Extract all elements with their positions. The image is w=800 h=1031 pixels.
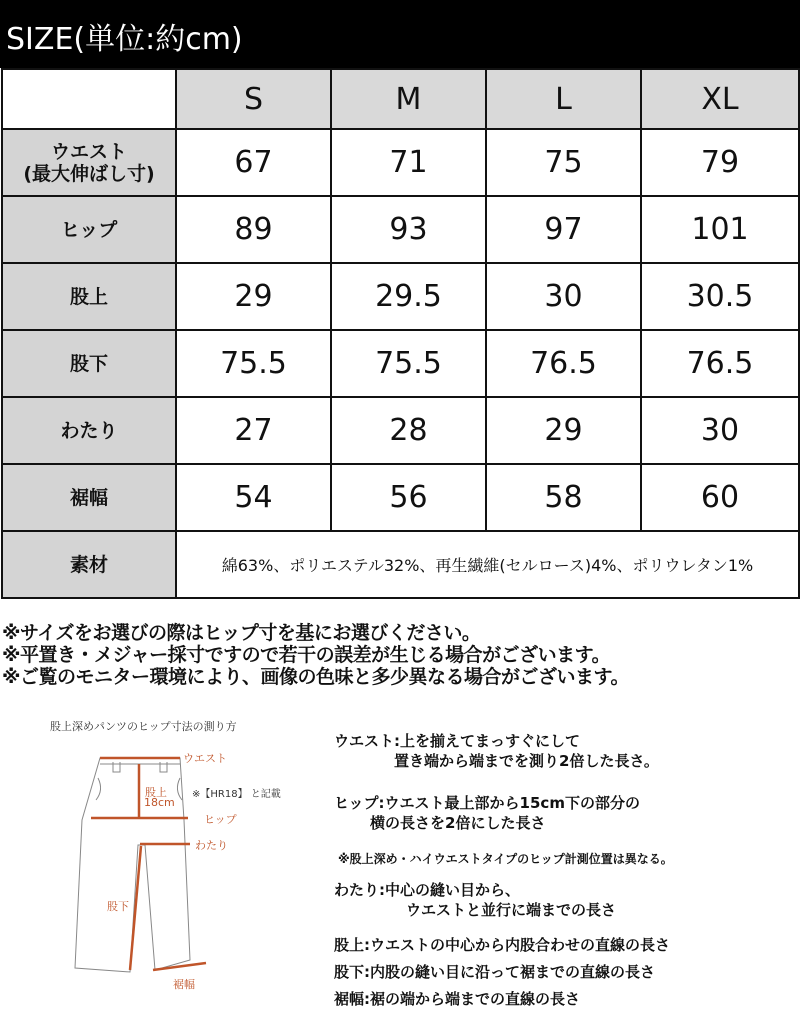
cell: 30	[486, 263, 641, 330]
row-label-thigh: わたり	[2, 397, 176, 464]
cell: 28	[331, 397, 486, 464]
size-header-s: S	[176, 69, 331, 129]
size-header-row	[2, 69, 799, 129]
pants-illustration-icon	[0, 700, 320, 1031]
cell: 75.5	[176, 330, 331, 397]
explanation-waist	[334, 731, 659, 771]
cell: 30.5	[641, 263, 799, 330]
diagram-label-rise: 股上	[145, 786, 167, 799]
cell: 29	[176, 263, 331, 330]
diagram-title: 股上深めパンツのヒップ寸法の測り方	[50, 720, 237, 733]
cell: 101	[641, 196, 799, 263]
row-sublabel-text: (最大伸ばし寸)	[23, 162, 155, 185]
table-row-hem	[2, 464, 799, 531]
cell: 97	[486, 196, 641, 263]
row-label-hip: ヒップ	[2, 196, 176, 263]
cell: 27	[176, 397, 331, 464]
row-label-material: 素材	[2, 531, 176, 598]
cell: 93	[331, 196, 486, 263]
size-header-l: L	[486, 69, 641, 129]
table-row-hip	[2, 196, 799, 263]
diagram-label-waist: ウエスト	[183, 752, 227, 765]
pants-measurement-diagram	[0, 700, 320, 1031]
table-row-waist	[2, 129, 799, 196]
row-label-inseam: 股下	[2, 330, 176, 397]
cell: 58	[486, 464, 641, 531]
note-1: ※サイズをお選びの際はヒップ寸を基にお選びください。	[2, 622, 481, 644]
page-title: SIZE(単位:約cm)	[6, 22, 243, 57]
cell: 29	[486, 397, 641, 464]
diagram-label-rise-value: 18cm	[144, 796, 175, 809]
row-label-rise: 股上	[2, 263, 176, 330]
row-label-hem: 裾幅	[2, 464, 176, 531]
cell: 71	[331, 129, 486, 196]
cell: 89	[176, 196, 331, 263]
table-row-rise	[2, 263, 799, 330]
diagram-label-thigh: わたり	[195, 839, 228, 852]
cell: 30	[641, 397, 799, 464]
cell: 67	[176, 129, 331, 196]
cell: 54	[176, 464, 331, 531]
note-3: ※ご覧のモニター環境により、画像の色味と多少異なる場合がございます。	[2, 666, 629, 688]
notes	[2, 622, 629, 688]
note-2: ※平置き・メジャー採寸ですので若干の誤差が生じる場合がございます。	[2, 644, 611, 666]
explanation-line: ヒップ:ウエスト最上部から15cm下の部分の	[334, 794, 640, 812]
cell: 75.5	[331, 330, 486, 397]
explanation-thigh	[334, 880, 616, 920]
cell: 29.5	[331, 263, 486, 330]
explanation-hem: 裾幅:裾の端から端までの直線の長さ	[334, 990, 581, 1008]
explanation-inseam: 股下:内股の縫い目に沿って裾までの直線の長さ	[334, 963, 656, 981]
table-row-thigh	[2, 397, 799, 464]
blank-header-cell	[2, 69, 176, 129]
row-label-waist	[2, 129, 176, 196]
diagram-label-hip: ヒップ	[204, 813, 237, 826]
size-header-xl: XL	[641, 69, 799, 129]
explanation-line: 横の長さを2倍にした長さ	[370, 814, 546, 832]
explanation-line: わたり:中心の縫い目から、	[334, 881, 520, 899]
cell: 56	[331, 464, 486, 531]
diagram-label-hem: 裾幅	[173, 978, 195, 991]
table-row-material	[2, 531, 799, 598]
material-value: 綿63%、ポリエステル32%、再生繊維(セルロース)4%、ポリウレタン1%	[176, 531, 799, 598]
explanation-hip-note: ※股上深め・ハイウエストタイプのヒップ計測位置は異なる。	[338, 852, 673, 866]
size-table	[1, 68, 800, 599]
explanation-line: ウエスト:上を揃えてまっすぐにして	[334, 732, 581, 750]
explanation-rise: 股上:ウエストの中心から内股合わせの直線の長さ	[334, 936, 671, 954]
cell: 76.5	[641, 330, 799, 397]
cell: 79	[641, 129, 799, 196]
diagram-label-inseam: 股下	[107, 900, 129, 913]
table-row-inseam	[2, 330, 799, 397]
explanation-hip	[334, 793, 640, 833]
size-header-m: M	[331, 69, 486, 129]
title-bar	[0, 0, 800, 68]
cell: 75	[486, 129, 641, 196]
row-label-text: ウエスト	[50, 140, 127, 163]
cell: 76.5	[486, 330, 641, 397]
explanation-line: 置き端から端までを測り2倍した長さ。	[394, 752, 659, 770]
diagram-note: ※【HR18】 と記載	[192, 789, 281, 800]
cell: 60	[641, 464, 799, 531]
explanation-line: ウエストと並行に端までの長さ	[406, 901, 617, 919]
